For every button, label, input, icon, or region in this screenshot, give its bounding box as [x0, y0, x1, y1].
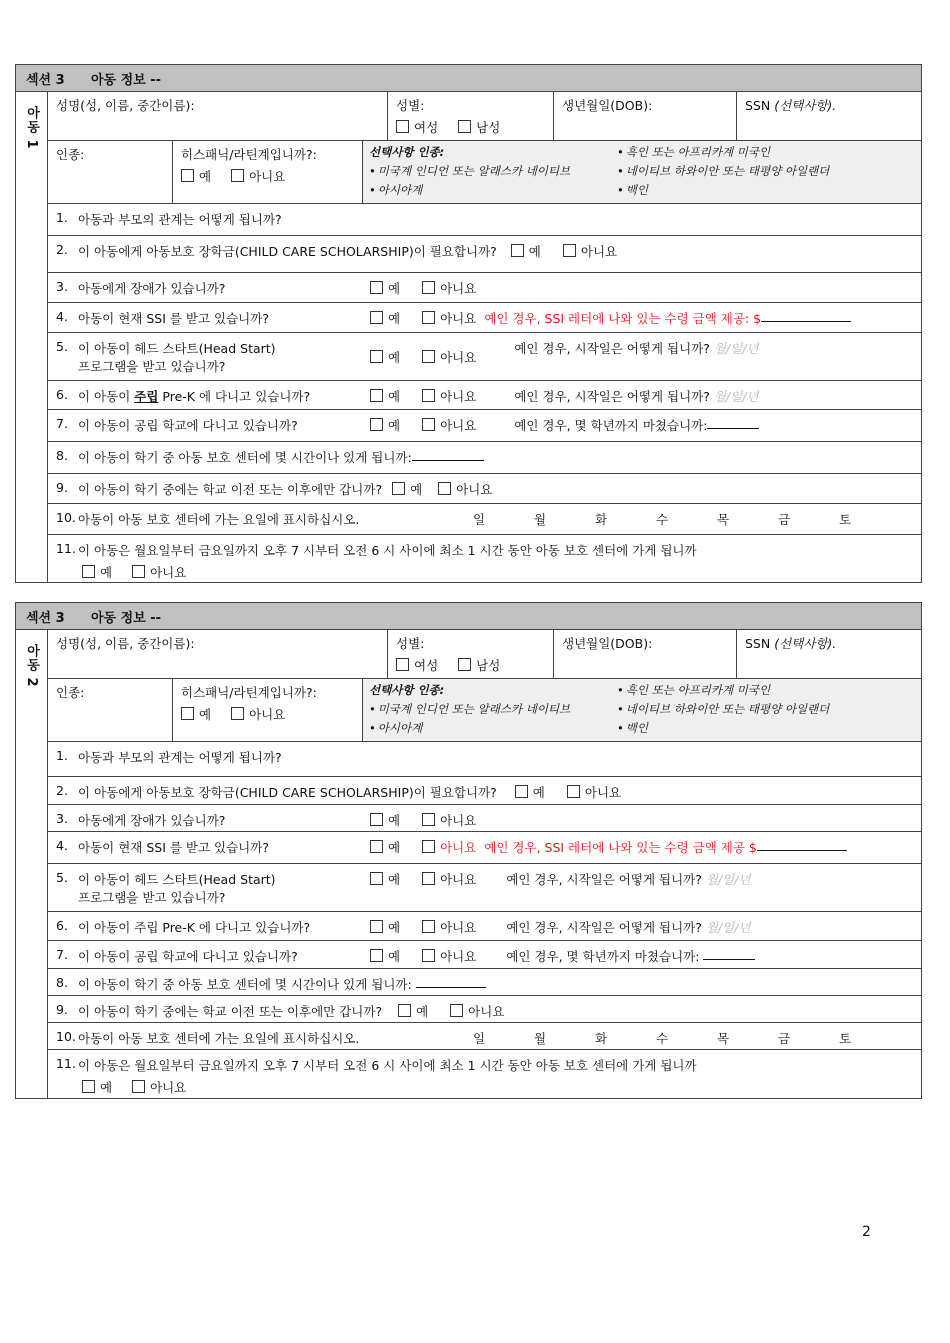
- ssi-amount-input[interactable]: [757, 838, 847, 851]
- hispanic-field: [173, 679, 363, 741]
- checkbox-icon[interactable]: [132, 1080, 145, 1093]
- option-label: 예: [388, 813, 401, 828]
- question-11: [48, 1050, 921, 1098]
- question-number: 6.: [56, 387, 68, 402]
- ethnicity-title: 선택사항 인종:: [369, 145, 445, 159]
- question-text: 이 아동이 학기 중 아동 보호 센터에 몇 시간이나 있게 됩니까:: [78, 450, 412, 465]
- question-text: 이 아동이 헤드 스타트(Head Start): [78, 872, 276, 887]
- option-label: 남성: [476, 120, 501, 135]
- checkbox-icon[interactable]: [370, 311, 383, 324]
- question-text: 이 아동이 학기 중 아동 보호 센터에 몇 시간이나 있게 됩니까:: [78, 977, 412, 992]
- child-label: 아동 2: [24, 644, 39, 688]
- question-10: [48, 504, 921, 535]
- yes-option[interactable]: [82, 1080, 112, 1095]
- yes-option[interactable]: [370, 838, 400, 856]
- question-text: 이 아동에게 아동보호 장학금(CHILD CARE SCHOLARSHIP)이 필요합니까?: [78, 785, 497, 800]
- question-number: 7.: [56, 416, 68, 431]
- checkbox-icon[interactable]: [422, 872, 435, 885]
- checkbox-icon[interactable]: [458, 120, 471, 133]
- question-8: [48, 969, 921, 996]
- days-of-week: [473, 1029, 900, 1047]
- question-text: 이 아동은 월요일부터 금요일까지 오후 7 시부터 오전 6 시 사이에 최소 1 시간 동안 아동 보호 센터에 가게 됩니까: [78, 543, 697, 558]
- gender-male-option[interactable]: [458, 658, 500, 673]
- day-tue[interactable]: 화: [595, 512, 608, 527]
- question-number: 11.: [56, 1056, 76, 1071]
- section-header: [16, 65, 921, 92]
- day-thu[interactable]: 목: [717, 1031, 730, 1046]
- question-9: [48, 996, 921, 1023]
- checkbox-icon[interactable]: [398, 1004, 411, 1017]
- option-label: 예: [388, 350, 401, 365]
- option-label: 아니요: [150, 1080, 187, 1095]
- ssi-amount-input[interactable]: [761, 309, 851, 322]
- day-mon[interactable]: 월: [534, 512, 547, 527]
- ethnicity-option[interactable]: • 미국계 인디언 또는 알래스카 네이티브: [369, 163, 617, 179]
- ssn-label: SSN: [745, 98, 771, 113]
- question-text: 이 아동이 공립 학교에 다니고 있습니까?: [78, 949, 298, 964]
- dob-field[interactable]: [554, 92, 737, 140]
- emphasis-text: 주립: [134, 389, 159, 404]
- option-label: 예: [388, 872, 401, 887]
- option-label: 예: [388, 418, 401, 433]
- option-label: 아니요: [440, 920, 477, 935]
- day-mon[interactable]: 월: [534, 1031, 547, 1046]
- ethnicity-option[interactable]: • 백인: [617, 182, 915, 198]
- question-text: 이 아동에게 아동보호 장학금(CHILD CARE SCHOLARSHIP)이 필요합니까?: [78, 244, 497, 259]
- checkbox-icon[interactable]: [392, 482, 405, 495]
- yes-option[interactable]: [370, 387, 400, 405]
- ethnicity-option[interactable]: • 미국계 인디언 또는 알래스카 네이티브: [369, 701, 617, 717]
- question-number: 1.: [56, 210, 68, 225]
- hispanic-no-option[interactable]: [231, 707, 285, 722]
- question-number: 3.: [56, 811, 68, 826]
- checkbox-icon[interactable]: [370, 949, 383, 962]
- no-option[interactable]: [563, 242, 617, 260]
- question-4: [48, 832, 921, 864]
- start-date-label: 예인 경우, 시작일은 어떻게 됩니까?: [506, 872, 702, 887]
- checkbox-icon[interactable]: [563, 244, 576, 257]
- checkbox-icon[interactable]: [370, 350, 383, 363]
- no-option[interactable]: [438, 480, 492, 498]
- option-label: 예: [388, 281, 401, 296]
- ethnicity-option[interactable]: • 아시아계: [369, 720, 617, 736]
- ethnicity-option[interactable]: • 네이티브 하와이안 또는 태평양 아일랜더: [617, 163, 915, 179]
- question-text: 아동과 부모의 관계는 어떻게 됩니까?: [78, 750, 282, 765]
- question-7: [48, 410, 921, 442]
- day-sun[interactable]: 일: [473, 1031, 486, 1046]
- option-label: 아니요: [249, 707, 286, 722]
- question-number: 4.: [56, 309, 68, 324]
- checkbox-icon[interactable]: [181, 169, 194, 182]
- question-text: 이 아동이 헤드 스타트(Head Start): [78, 341, 276, 356]
- ethnicity-options: [363, 679, 921, 741]
- question-number: 2.: [56, 783, 68, 798]
- checkbox-icon[interactable]: [370, 813, 383, 826]
- question-5: [48, 333, 921, 381]
- question-text: 아동에게 장애가 있습니까?: [78, 813, 226, 828]
- question-number: 9.: [56, 1002, 68, 1017]
- question-6: [48, 381, 921, 410]
- section-title: 아동 정보 --: [91, 72, 162, 88]
- option-label: 예: [199, 169, 212, 184]
- page-number: 2: [862, 1224, 871, 1240]
- question-text: 이 아동이 주립 Pre-K 에 다니고 있습니까?: [78, 920, 311, 935]
- option-label: 예: [416, 1004, 429, 1019]
- yes-option[interactable]: [370, 870, 400, 888]
- checkbox-icon[interactable]: [370, 281, 383, 294]
- ssn-field[interactable]: [737, 92, 921, 140]
- name-label: 성명(성, 이름, 중간이름):: [56, 98, 195, 113]
- child-1-section: [15, 64, 922, 583]
- option-label: 아니요: [440, 418, 477, 433]
- question-1[interactable]: [48, 742, 921, 777]
- day-wed[interactable]: 수: [656, 1031, 669, 1046]
- question-number: 8.: [56, 448, 68, 463]
- yes-option[interactable]: [370, 416, 400, 434]
- checkbox-icon[interactable]: [231, 707, 244, 720]
- question-number: 9.: [56, 480, 68, 495]
- option-label: 아니요: [468, 1004, 505, 1019]
- option-label: 아니요: [440, 949, 477, 964]
- yes-option[interactable]: [511, 242, 541, 260]
- checkbox-icon[interactable]: [567, 785, 580, 798]
- question-9: [48, 474, 921, 504]
- question-text: 아동이 현재 SSI 를 받고 있습니까?: [78, 311, 269, 326]
- checkbox-icon[interactable]: [370, 840, 383, 853]
- hours-input[interactable]: [416, 975, 486, 988]
- checkbox-icon[interactable]: [422, 949, 435, 962]
- checkbox-icon[interactable]: [82, 1080, 95, 1093]
- checkbox-icon[interactable]: [422, 281, 435, 294]
- ssn-label: SSN: [745, 636, 771, 651]
- ssn-optional-note: (선택사항).: [774, 636, 837, 651]
- dob-field[interactable]: [554, 630, 737, 678]
- question-7: [48, 941, 921, 969]
- option-label: 아니요: [440, 389, 477, 404]
- race-label: 인종:: [56, 685, 85, 700]
- question-text: 이 아동이: [78, 389, 131, 404]
- option-label: 예: [388, 840, 401, 855]
- question-number: 5.: [56, 870, 68, 885]
- checkbox-icon[interactable]: [370, 872, 383, 885]
- question-5: [48, 864, 921, 912]
- question-number: 7.: [56, 947, 68, 962]
- days-of-week: [473, 510, 900, 528]
- checkbox-icon[interactable]: [396, 658, 409, 671]
- question-6: [48, 912, 921, 941]
- question-8: [48, 442, 921, 474]
- checkbox-icon[interactable]: [82, 565, 95, 578]
- no-option[interactable]: [422, 918, 476, 936]
- checkbox-icon[interactable]: [458, 658, 471, 671]
- question-number: 10.: [56, 1029, 76, 1044]
- question-number: 4.: [56, 838, 68, 853]
- ssn-optional-note: (선택사항).: [774, 98, 837, 113]
- checkbox-icon[interactable]: [422, 920, 435, 933]
- question-2: [48, 236, 921, 273]
- no-option[interactable]: [422, 387, 476, 405]
- option-label: 남성: [476, 658, 501, 673]
- checkbox-icon[interactable]: [132, 565, 145, 578]
- child-side-label-cell: [16, 630, 48, 1098]
- no-option[interactable]: [450, 1002, 504, 1020]
- ssi-amount-label: 예인 경우, SSI 레터에 나와 있는 수령 금액 제공 $: [484, 840, 757, 855]
- question-3: [48, 273, 921, 303]
- gender-label: 성별:: [396, 636, 425, 651]
- no-option[interactable]: [422, 309, 476, 327]
- checkbox-icon[interactable]: [422, 813, 435, 826]
- no-option[interactable]: [422, 348, 476, 366]
- option-label: 예: [388, 389, 401, 404]
- question-text: 이 아동이 학기 중에는 학교 이전 또는 이후에만 갑니까?: [78, 482, 383, 497]
- grade-label: 예인 경우, 몇 학년까지 마쳤습니까:: [514, 418, 708, 433]
- checkbox-icon[interactable]: [422, 840, 435, 853]
- option-label: 아니요: [456, 482, 493, 497]
- question-text: 이 아동이 공립 학교에 다니고 있습니까?: [78, 418, 298, 433]
- question-number: 8.: [56, 975, 68, 990]
- gender-field: [388, 630, 554, 678]
- option-label: 여성: [414, 658, 439, 673]
- question-text: 이 아동은 월요일부터 금요일까지 오후 7 시부터 오전 6 시 사이에 최소 1 시간 동안 아동 보호 센터에 가게 됩니까: [78, 1058, 697, 1073]
- question-number: 10.: [56, 510, 76, 525]
- section-number: 섹션 3: [26, 610, 65, 626]
- checkbox-icon[interactable]: [422, 350, 435, 363]
- option-label: 아니요: [440, 281, 477, 296]
- day-sun[interactable]: 일: [473, 512, 486, 527]
- no-option[interactable]: [132, 1080, 186, 1095]
- question-text: 아동에게 장애가 있습니까?: [78, 281, 226, 296]
- no-option[interactable]: [132, 565, 186, 580]
- no-option[interactable]: [567, 783, 621, 801]
- checkbox-icon[interactable]: [422, 311, 435, 324]
- child-label: 아동 1: [24, 106, 39, 150]
- no-option[interactable]: [422, 279, 476, 297]
- day-tue[interactable]: 화: [595, 1031, 608, 1046]
- question-11: [48, 535, 921, 582]
- gender-field: [388, 92, 554, 140]
- option-label: 예: [528, 244, 541, 259]
- option-label: 아니요: [440, 350, 477, 365]
- start-date-input[interactable]: 월/일/년: [713, 341, 759, 356]
- yes-option[interactable]: [398, 1002, 428, 1020]
- start-date-input[interactable]: 월/일/년: [705, 872, 751, 887]
- hispanic-label: 히스패닉/라틴계입니까?:: [181, 147, 317, 162]
- ethnicity-option[interactable]: • 네이티브 하와이안 또는 태평양 아일랜더: [617, 701, 915, 717]
- question-number: 11.: [56, 541, 76, 556]
- hispanic-field: [173, 141, 363, 203]
- question-2: [48, 777, 921, 805]
- section-header: [16, 603, 921, 630]
- ethnicity-option[interactable]: • 아시아계: [369, 182, 617, 198]
- grade-input[interactable]: [703, 947, 755, 960]
- race-field[interactable]: [48, 679, 173, 741]
- no-option[interactable]: [422, 870, 476, 888]
- question-text: 아동과 부모의 관계는 어떻게 됩니까?: [78, 212, 282, 227]
- question-1[interactable]: [48, 204, 921, 236]
- grade-label: 예인 경우, 몇 학년까지 마쳤습니까:: [506, 949, 700, 964]
- start-date-input[interactable]: 월/일/년: [713, 389, 759, 404]
- start-date-label: 예인 경우, 시작일은 어떻게 됩니까?: [514, 389, 710, 404]
- name-field[interactable]: [48, 630, 388, 678]
- ethnicity-options: [363, 141, 921, 203]
- dob-label: 생년월일(DOB):: [562, 636, 653, 651]
- start-date-input[interactable]: 월/일/년: [705, 920, 751, 935]
- checkbox-icon[interactable]: [396, 120, 409, 133]
- question-number: 5.: [56, 339, 68, 354]
- checkbox-icon[interactable]: [438, 482, 451, 495]
- gender-label: 성별:: [396, 98, 425, 113]
- yes-option[interactable]: [370, 811, 400, 829]
- checkbox-icon[interactable]: [515, 785, 528, 798]
- option-label: 아니요: [440, 311, 477, 326]
- gender-male-option[interactable]: [458, 120, 500, 135]
- hispanic-yes-option[interactable]: [181, 169, 211, 184]
- hours-input[interactable]: [412, 448, 484, 461]
- ethnicity-option[interactable]: • 흑인 또는 아프리카계 미국인: [617, 682, 915, 698]
- ethnicity-title: 선택사항 인종:: [369, 683, 445, 697]
- checkbox-icon[interactable]: [422, 389, 435, 402]
- ssn-field[interactable]: [737, 630, 921, 678]
- checkbox-icon[interactable]: [370, 920, 383, 933]
- question-number: 1.: [56, 748, 68, 763]
- option-label: 아니요: [150, 565, 187, 580]
- grade-input[interactable]: [707, 416, 759, 429]
- checkbox-icon[interactable]: [231, 169, 244, 182]
- checkbox-icon[interactable]: [370, 418, 383, 431]
- option-label: 여성: [414, 120, 439, 135]
- child-side-label-cell: [16, 92, 48, 582]
- checkbox-icon[interactable]: [450, 1004, 463, 1017]
- checkbox-icon[interactable]: [370, 389, 383, 402]
- day-wed[interactable]: 수: [656, 512, 669, 527]
- option-label: 아니요: [580, 244, 618, 259]
- question-number: 6.: [56, 918, 68, 933]
- child-2-section: [15, 602, 922, 1099]
- start-date-label: 예인 경우, 시작일은 어떻게 됩니까?: [514, 341, 710, 356]
- checkbox-icon[interactable]: [422, 418, 435, 431]
- checkbox-icon[interactable]: [511, 244, 524, 257]
- question-text-cont: 프로그램을 받고 있습니까?: [78, 359, 226, 374]
- option-label: 아니요: [249, 169, 286, 184]
- day-thu[interactable]: 목: [717, 512, 730, 527]
- question-text: 아동이 아동 보호 센터에 가는 요일에 표시하십시오.: [78, 512, 360, 527]
- race-label: 인종:: [56, 147, 85, 162]
- option-label: 예: [388, 949, 401, 964]
- no-option[interactable]: [422, 838, 476, 856]
- hispanic-label: 히스패닉/라틴계입니까?:: [181, 685, 317, 700]
- no-option[interactable]: [422, 811, 476, 829]
- gender-female-option[interactable]: [396, 658, 438, 673]
- name-label: 성명(성, 이름, 중간이름):: [56, 636, 195, 651]
- question-number: 3.: [56, 279, 68, 294]
- option-label: 예: [410, 482, 423, 497]
- question-10: [48, 1023, 921, 1050]
- ethnicity-option[interactable]: • 백인: [617, 720, 915, 736]
- question-3: [48, 805, 921, 832]
- race-field[interactable]: [48, 141, 173, 203]
- question-text-cont: 프로그램을 받고 있습니까?: [78, 890, 226, 905]
- option-label: 아니요: [440, 872, 477, 887]
- yes-option[interactable]: [392, 480, 422, 498]
- dob-label: 생년월일(DOB):: [562, 98, 653, 113]
- option-label: 예: [532, 785, 545, 800]
- option-label: 예: [100, 565, 113, 580]
- gender-female-option[interactable]: [396, 120, 438, 135]
- ethnicity-option[interactable]: • 흑인 또는 아프리카계 미국인: [617, 144, 915, 160]
- hispanic-yes-option[interactable]: [181, 707, 211, 722]
- option-label: 예: [100, 1080, 113, 1095]
- question-4: [48, 303, 921, 333]
- yes-option[interactable]: [370, 348, 400, 366]
- no-option[interactable]: [422, 947, 476, 965]
- section-title: 아동 정보 --: [91, 610, 162, 626]
- yes-option[interactable]: [370, 918, 400, 936]
- start-date-label: 예인 경우, 시작일은 어떻게 됩니까?: [506, 920, 702, 935]
- option-label: 예: [388, 311, 401, 326]
- day-sat[interactable]: 토: [839, 512, 852, 527]
- question-text: 아동이 현재 SSI 를 받고 있습니까?: [78, 840, 269, 855]
- ssi-amount-label: 예인 경우, SSI 레터에 나와 있는 수령 금액 제공: $: [484, 311, 762, 326]
- question-number: 2.: [56, 242, 68, 257]
- question-text: 이 아동이 학기 중에는 학교 이전 또는 이후에만 갑니까?: [78, 1004, 383, 1019]
- no-option[interactable]: [422, 416, 476, 434]
- yes-option[interactable]: [370, 309, 400, 327]
- option-label: 예: [199, 707, 212, 722]
- option-label: 아니요: [440, 813, 477, 828]
- question-text-cont: Pre-K 에 다니고 있습니까?: [162, 389, 311, 404]
- yes-option[interactable]: [370, 947, 400, 965]
- section-number: 섹션 3: [26, 72, 65, 88]
- checkbox-icon[interactable]: [181, 707, 194, 720]
- day-sat[interactable]: 토: [839, 1031, 852, 1046]
- question-text: 아동이 아동 보호 센터에 가는 요일에 표시하십시오.: [78, 1031, 360, 1046]
- yes-option[interactable]: [370, 279, 400, 297]
- day-fri[interactable]: 금: [778, 1031, 791, 1046]
- day-fri[interactable]: 금: [778, 512, 791, 527]
- yes-option[interactable]: [515, 783, 545, 801]
- option-label: 아니요: [440, 840, 477, 855]
- option-label: 아니요: [584, 785, 622, 800]
- yes-option[interactable]: [82, 565, 112, 580]
- hispanic-no-option[interactable]: [231, 169, 285, 184]
- name-field[interactable]: [48, 92, 388, 140]
- option-label: 예: [388, 920, 401, 935]
